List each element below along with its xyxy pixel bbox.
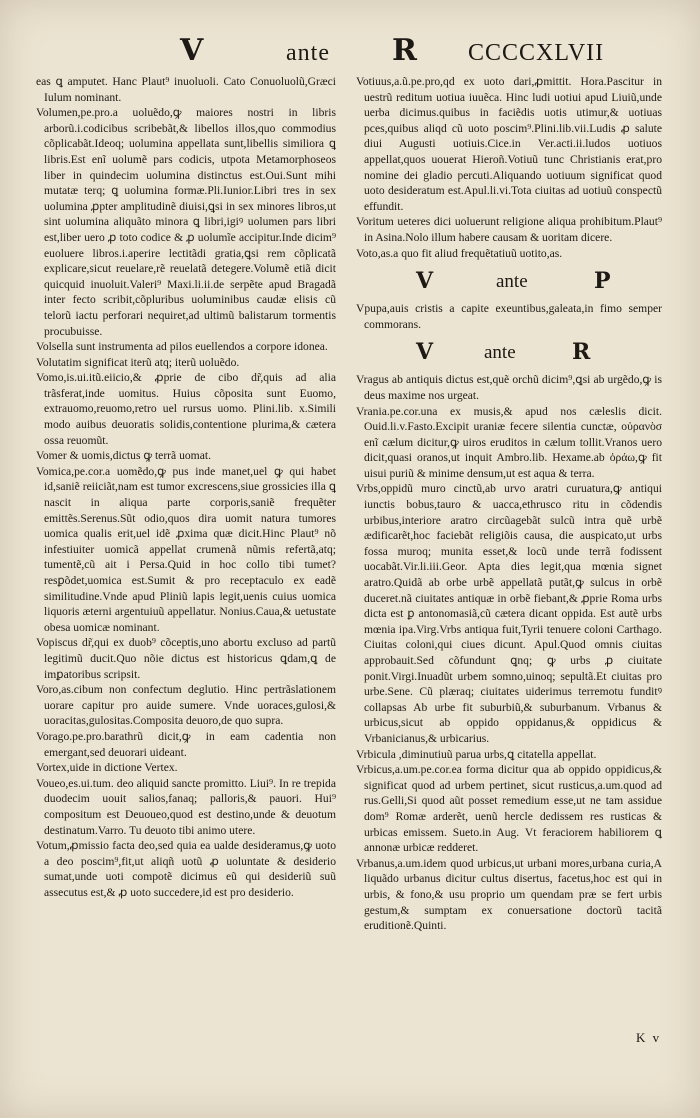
- subhead-left-letter: V: [416, 268, 434, 295]
- dictionary-entry: Vragus ab antiquis dictus est,quẽ orchũ dicim⁹,ꝗsi ab urgẽdo,ꝙ is deus maxime nos urgeat.: [356, 373, 662, 402]
- folio-number: CCCCXLVII: [468, 40, 605, 66]
- dictionary-entry: Voro,as.cibum non confectum deglutio. Hinc pertrãslationem uorare capitur pro auide sumere. Vnde uoraces,gulosi,& uoracitas,gulositas.Composita deuoro,de quo supra.: [36, 683, 336, 728]
- dictionary-entry: Voritum ueteres dici uoluerunt religione aliqua prohibitum.Plaut⁹ in Asina.Nolo illum habere causam & uoritam dicere.: [356, 215, 662, 244]
- dictionary-entry: Voto,as.a quo fit aliud frequẽtatiuũ uotito,as.: [356, 246, 563, 260]
- dictionary-entry: Vopiscus dr̃,qui ex duob⁹ cõceptis,uno abortu excluso ad partũ legitimũ ducit.Quo nõie dictus est historicus ꝗdam,ꝗ de imꝑatoribus scripsit.: [36, 636, 336, 681]
- dictionary-entry: Vomer & uomis,dictus ꝙ terrã uomat.: [36, 449, 211, 463]
- dictionary-entry: Vrbicula ,diminutiuũ parua urbs,ꝗ citatella appellat.: [356, 747, 597, 761]
- running-header: [0, 34, 700, 74]
- header-left-letter: V: [180, 33, 204, 68]
- dictionary-entry: Vrbanus,a.um.idem quod urbicus,ut urbani mores,urbana curia,A liquãdo urbanus dicitur cultus disertus, facetus,hoc est qui in urbis, & fono,& usu proprio um quendam præ se fert urbis gestum,& sumptam ex conuersatione doctorũ tacitã eruditionẽ.Quinti.: [356, 856, 662, 933]
- dictionary-entry: Votum,ꝓmissio facta deo,sed quia ea ualde desideramus,ꝙ uoto a deo poscim⁹,fit,ut aliqñ uotũ ꝓ uoluntate & desiderio sumat,unde uoti compotẽ dicimus eũ qui desideriũ suũ assecutus est,& ꝓ uoto succedere,id est pro desiderio.: [36, 839, 336, 899]
- dictionary-entry: Vomo,is.ui.itũ.eiicio,& ꝓprie de cibo dr̃,quis ad alia trãsferat,inde uomitus. Huius cõposita sunt Euomo, extrauomo,reuomo,retro uel rursus uomo. Plini.lib. x.Simili modo auibus deuoratis solidis,contentione plurima,& cætera ossa reuomũt.: [36, 371, 336, 447]
- dictionary-entry: Volumen,pe.pro.a uoluẽdo,ꝙ maiores nostri in libris arborũ.i.codicibus scribebãt,& libellos illos,quo commodius cõplicabãt.Ideoq; uolumina appellata sunt,libellis similiora ꝗ libris.Est enĩ uolumẽ pars codicis, utpota Metamorphoseos liber in quindecim uolumina distinctus est.Oui.Sunt mihi mutatæ terq; ꝗ uolumina formæ.Pli.Iunior.Libri tres in sex uolumina ꝓpter amplitudinẽ diuisi,ꝗsi in sex minores libros,ut sint uolumina aliquãto minora ꝗ libri,igiꝰ uolumen pars libri est,liber uero ꝓ toto codice & ꝓ uolumĩe accipitur.Inde dicim⁹ euoluere libros.i.aperire lectitãdi gratia,ꝗsi rem cõplicatã explicare,sicut reuelare,rẽ reuelatã detegere.Volumẽ etiã dicit quicquid inuoluit.Valeri⁹ Maxi.li.ii.de serpẽte apud Bragadã inter fecto scribit,cõpluribus uoluminibus caudæ elisis cũ telorũ iactu perforari nequiret,ad ultimũ balistarum tormentis procubuisse.: [36, 106, 336, 338]
- dictionary-entry: Vomica,pe.cor.a uomẽdo,ꝙ pus inde manet,uel ꝙ qui habet id,saniẽ reiiciãt,nam est tumor excrescens,siue grossicies illa ꝗ nascit in aliqua parte corporis,saniẽ frequẽter emittẽs.Serenus.Sũt odio,quos dira uomit natura tumores uomica qualis erit,uel idẽ ꝓxima quæ dicit.Hinc Plaut⁹ nõ infestiuiter uomicã appellat crumenã nũmis refertã,atq; tumentẽ,cũ ait i Persa.Quid in hoc collo tibi tumet?resꝑõdet,uomica est.Sumit & pro receptaculo ex eadẽ similitudine.Vnde apud Pliniũ lapis legit,uenis cuius uomica liquoris æterni argentuiuũ appellatur. Nonius.Caua,& uetustate obesa uomicæ nominant.: [36, 464, 336, 634]
- dictionary-entry: Vorago.pe.pro.barathrũ dicit,ꝙ in eam cadentia non emergant,sed deuorari uideant.: [36, 729, 336, 759]
- header-word: ante: [286, 40, 330, 66]
- dictionary-entry: eas ꝗ amputet. Hanc Plaut⁹ inuoluoli. Cato Conuoluolũ,Græci Iulum nominant.: [36, 75, 336, 104]
- dictionary-entry: Vpupa,auis cristis a capite exeuntibus,galeata,in fimo semper commorans.: [356, 302, 662, 331]
- dictionary-entry: Vrbs,oppidũ muro cinctũ,ab urvo aratri curuatura,ꝙ antiqui iunctis bobus,tauro & uacca,ethrusco ritu in cõdendis urbibus,interiore aratro circũagebãt sulcũ intra quẽ urbẽ ædificarẽt,hoc faciebãt religiõis causa, die auspicato,ut urbs fossa muroq; munita esset,& locũ unde terrã fodissent uocabãt.Vir.li.iii.Geor. Apta dies legit,qua mœnia signet aratro.Quidã ab orbe urbẽ appellatã putãt,ꝙ sulcus in orbẽ duceret.nã ciuitates antiquæ in orbẽ fiebant,& ꝓprie Roma urbs dicta est ꝑ antonomasiã,cũ cætera dicant oppida. Est autẽ urbs mœnia ipa.Virg.Vrbs antiqua fuit,Tyrii tenuere coloni Carthago. Ciuitas coloni,qui ciues dicunt. Apul.Quod omnis ciuitas approbauit.Sed cõfundunt ꝗnq; ꝙ urbs ꝓ ciuitate ponit.Virgi.Inuadũt urbem somno,uinoq; sepultã.Et ciuitas pro urbe.Sene. Cũ plæraq; ciuitates uiderimus terremotu funditꝰ collapsas Ab urbe fit suburbiũ,& suburbanum. Vrbanus & urbicus,sicut ab oppido oppidanus,& oppidicus & Vrbanicianus,& urbicarius.: [356, 482, 662, 745]
- subhead-left-letter: V: [416, 339, 434, 366]
- dictionary-entry: Voueo,es.ui.tum. deo aliquid sancte promitto. Liui⁹. In re trepida duodecim uouit salios,fanaq; palloris,& pauori. Hui⁹ compositum est Deuoueo,quod est destino,unde & deuotum destinatum.Varro. Tu deuoto tibi animo utere.: [36, 776, 336, 837]
- section-heading-vp: [356, 267, 662, 297]
- subhead-word: ante: [496, 271, 528, 293]
- dictionary-entry: Vrbicus,a.um.pe.cor.ea forma dicitur qua ab oppido oppidicus,& significat quod ad urbem pertinet, sicut rusticus,a.um.quod ad rus.Gelli,Si quod aũt posset remedium esse,ut ne tam assidue dom⁹ Romæ arderẽt, uenũ hercle dedissem res rusticas & urbicas emissem. Sueto.in Aug. Vt feraciorem habiliorem ꝗ annonæ urbicæ redderet.: [356, 763, 662, 855]
- subhead-word: ante: [484, 342, 516, 364]
- signature-mark: K v: [636, 1030, 662, 1045]
- left-column: [36, 74, 336, 900]
- dictionary-entry: Volsella sunt instrumenta ad pilos euellendos a corpore idonea.: [36, 340, 328, 354]
- section-heading-vr: [356, 338, 662, 368]
- right-column: [356, 74, 662, 934]
- dictionary-entry: Votiuus,a.ũ.pe.pro,qd ex uoto dari,ꝓmittit. Hora.Pascitur in uestrũ reditum uotiua iuuẽca. Hinc ludi uotiui apud Liuiũ,unde uerba dicimus.quibus in faciẽdis uotis utimur,& uotiuas pces,quibus aliqd cũ uoto poscim⁹.Plini.lib.vii.Ludis ꝓ salute diui Augusti uotiuis.Cice.in Ver.acti.ii.ludos uotiuos appellat,quos uouerat Hieroñ.Votiuũ tunc Christianis erat,pro nomine dei gladio percuti.Aliquando uotiuum significat quod uoto desideratum est.Apul.li.vi.Tota ciuitas ad uotiuũ conspectũ effundit.: [356, 75, 662, 213]
- dictionary-entry: Vrania.pe.cor.una ex musis,& apud nos cæleslis dicit. Ouid.li.v.Fasto.Excipit uraniæ fecere silentia cunctæ, οὐρανὸσ enĩ cælum dicitur,ꝙ uiros eruditos in cælum tollit.Vranos uero dicit,quasi oranos,ut inquit Ambro.lib. Hexame.ab ὁράω,ꝙ fit uisui puriũ & minime densum,ut est aqua & terra.: [356, 404, 662, 480]
- subhead-right-letter: R: [572, 339, 591, 366]
- dictionary-entry: Volutatim significat iterũ atq; iterũ uoluẽdo.: [36, 355, 240, 369]
- header-right-letter: R: [392, 33, 417, 68]
- dictionary-entry: Vortex,uide in dictione Vertex.: [36, 761, 178, 775]
- subhead-right-letter: P: [594, 268, 611, 295]
